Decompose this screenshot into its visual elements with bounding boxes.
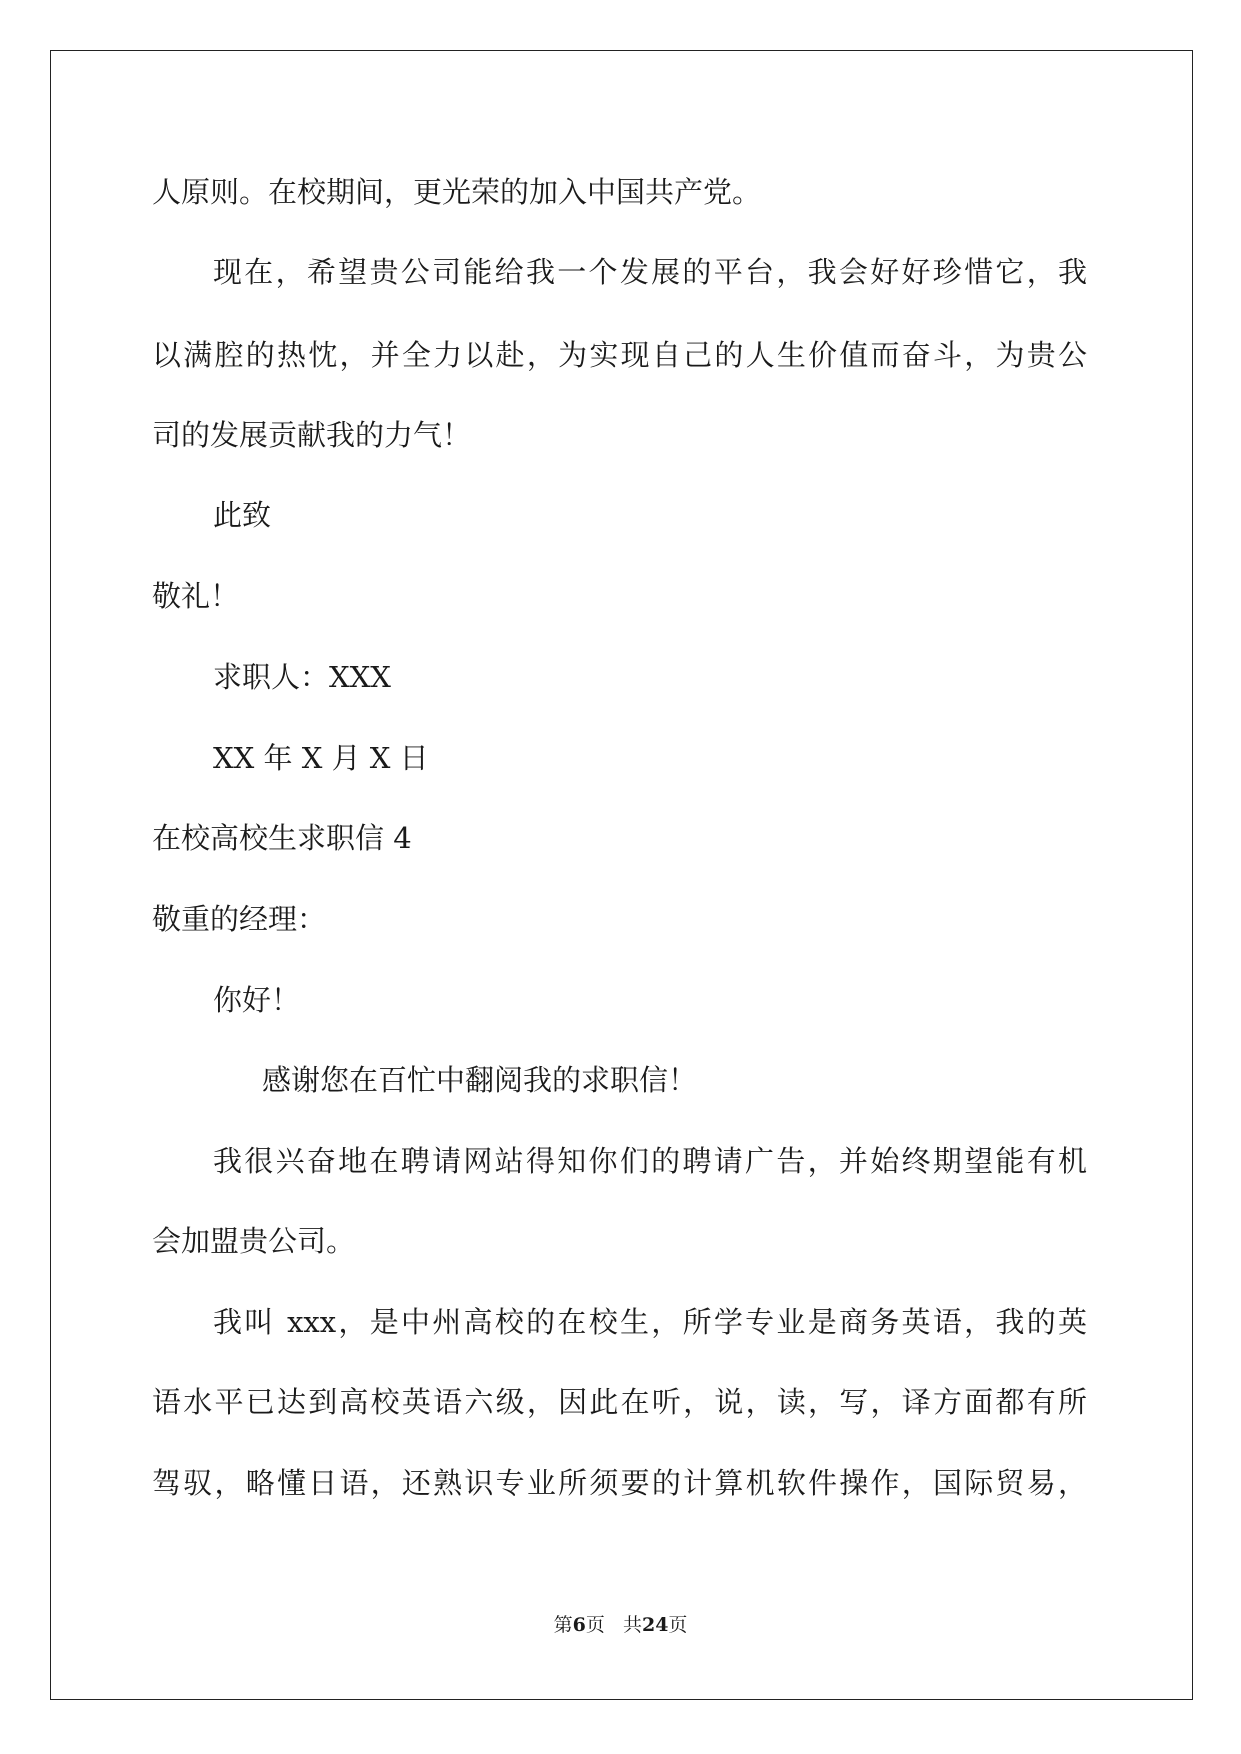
- page-footer: [0, 1610, 1241, 1637]
- footer-total-pages: 24: [641, 1614, 669, 1636]
- text-line: 司的发展贡献我的力气！: [152, 418, 472, 452]
- section-heading: 在校高校生求职信 4: [152, 821, 412, 855]
- text-line: 语水平已达到高校英语六级，因此在听，说，读，写，译方面都有所: [152, 1385, 1087, 1419]
- text-line: 求职人：XXX: [213, 660, 391, 694]
- text-line: 我叫 xxx，是中州高校的在校生，所学专业是商务英语，我的英: [213, 1305, 1087, 1339]
- footer-page-mid: 页: [585, 1614, 605, 1636]
- text-line: 以满腔的热忱，并全力以赴，为实现自己的人生价值而奋斗，为贵公: [152, 338, 1087, 372]
- footer-total-suffix: 页: [668, 1614, 688, 1636]
- text-line: 现在，希望贵公司能给我一个发展的平台，我会好好珍惜它，我: [213, 255, 1087, 289]
- text-line: 人原则。在校期间，更光荣的加入中国共产党。: [152, 175, 762, 209]
- text-line: 此致: [213, 498, 272, 532]
- greeting: 你好！: [213, 983, 301, 1017]
- salutation: 敬重的经理：: [152, 902, 327, 936]
- text-line: 感谢您在百忙中翻阅我的求职信！: [262, 1063, 698, 1097]
- text-line: 敬礼！: [152, 579, 240, 613]
- page-border: [50, 50, 1193, 1700]
- footer-page-prefix: 第: [553, 1614, 573, 1636]
- footer-total-prefix: 共: [622, 1614, 642, 1636]
- text-line: 驾驭，略懂日语，还熟识专业所须要的计算机软件操作，国际贸易，: [152, 1466, 1087, 1500]
- text-line: XX 年 X 月 X 日: [213, 741, 429, 775]
- text-line: 我很兴奋地在聘请网站得知你们的聘请广告，并始终期望能有机: [213, 1144, 1087, 1178]
- text-line: 会加盟贵公司。: [152, 1224, 356, 1258]
- footer-page-number: 6: [572, 1614, 586, 1636]
